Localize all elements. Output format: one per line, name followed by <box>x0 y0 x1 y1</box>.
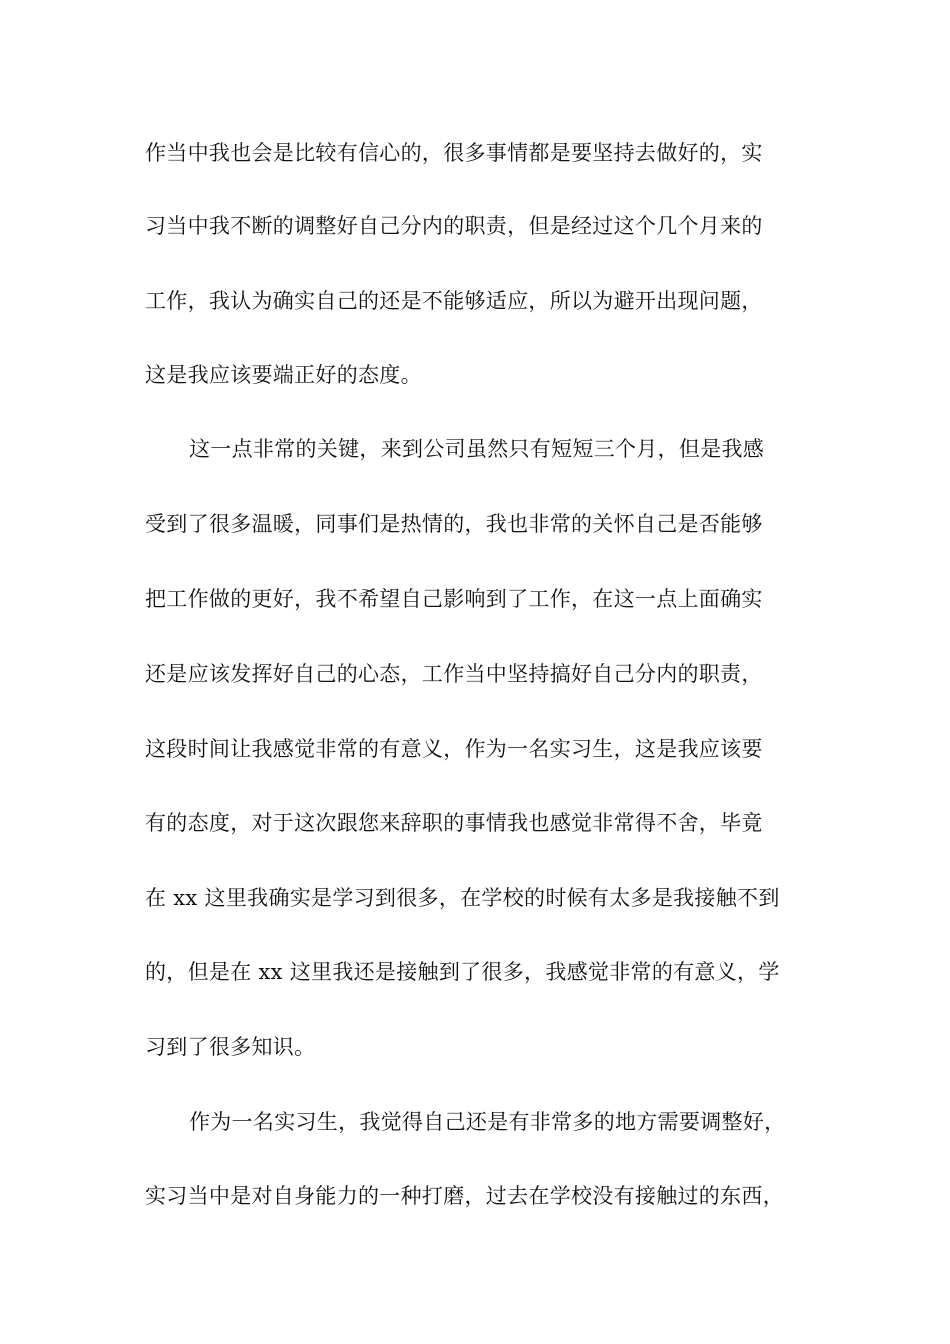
text-line: 工作，我认为确实自己的还是不能够适应，所以为避开出现问题， <box>145 289 763 313</box>
text-line: 作当中我也会是比较有信心的，很多事情都是要坚持去做好的，实 <box>145 141 763 165</box>
text-line: 实习当中是对自身能力的一种打磨，过去在学校没有接触过的东西， <box>145 1184 784 1208</box>
text-line: 习当中我不断的调整好自己分内的职责，但是经过这个几个月来的 <box>145 214 763 238</box>
text-line: 这段时间让我感觉非常的有意义，作为一名实习生，这是我应该要 <box>145 737 763 761</box>
text-line: 受到了很多温暖，同事们是热情的，我也非常的关怀自己是否能够 <box>145 512 763 536</box>
text-line: 的，但是在 xx 这里我还是接触到了很多，我感觉非常的有意义，学 <box>145 960 780 984</box>
text-line: 习到了很多知识。 <box>145 1035 316 1059</box>
text-line: 把工作做的更好，我不希望自己影响到了工作，在这一点上面确实 <box>145 587 763 611</box>
text-line: 在 xx 这里我确实是学习到很多，在学校的时候有太多是我接触不到 <box>145 886 780 910</box>
text-line: 有的态度，对于这次跟您来辞职的事情我也感觉非常得不舍，毕竟 <box>145 811 763 835</box>
paragraph-first-line: 作为一名实习生，我觉得自己还是有非常多的地方需要调整好， <box>189 1110 786 1134</box>
text-line: 这是我应该要端正好的态度。 <box>145 363 422 387</box>
text-line: 还是应该发挥好自己的心态，工作当中坚持搞好自己分内的职责， <box>145 662 763 686</box>
paragraph-first-line: 这一点非常的关键，来到公司虽然只有短短三个月，但是我感 <box>189 437 765 461</box>
